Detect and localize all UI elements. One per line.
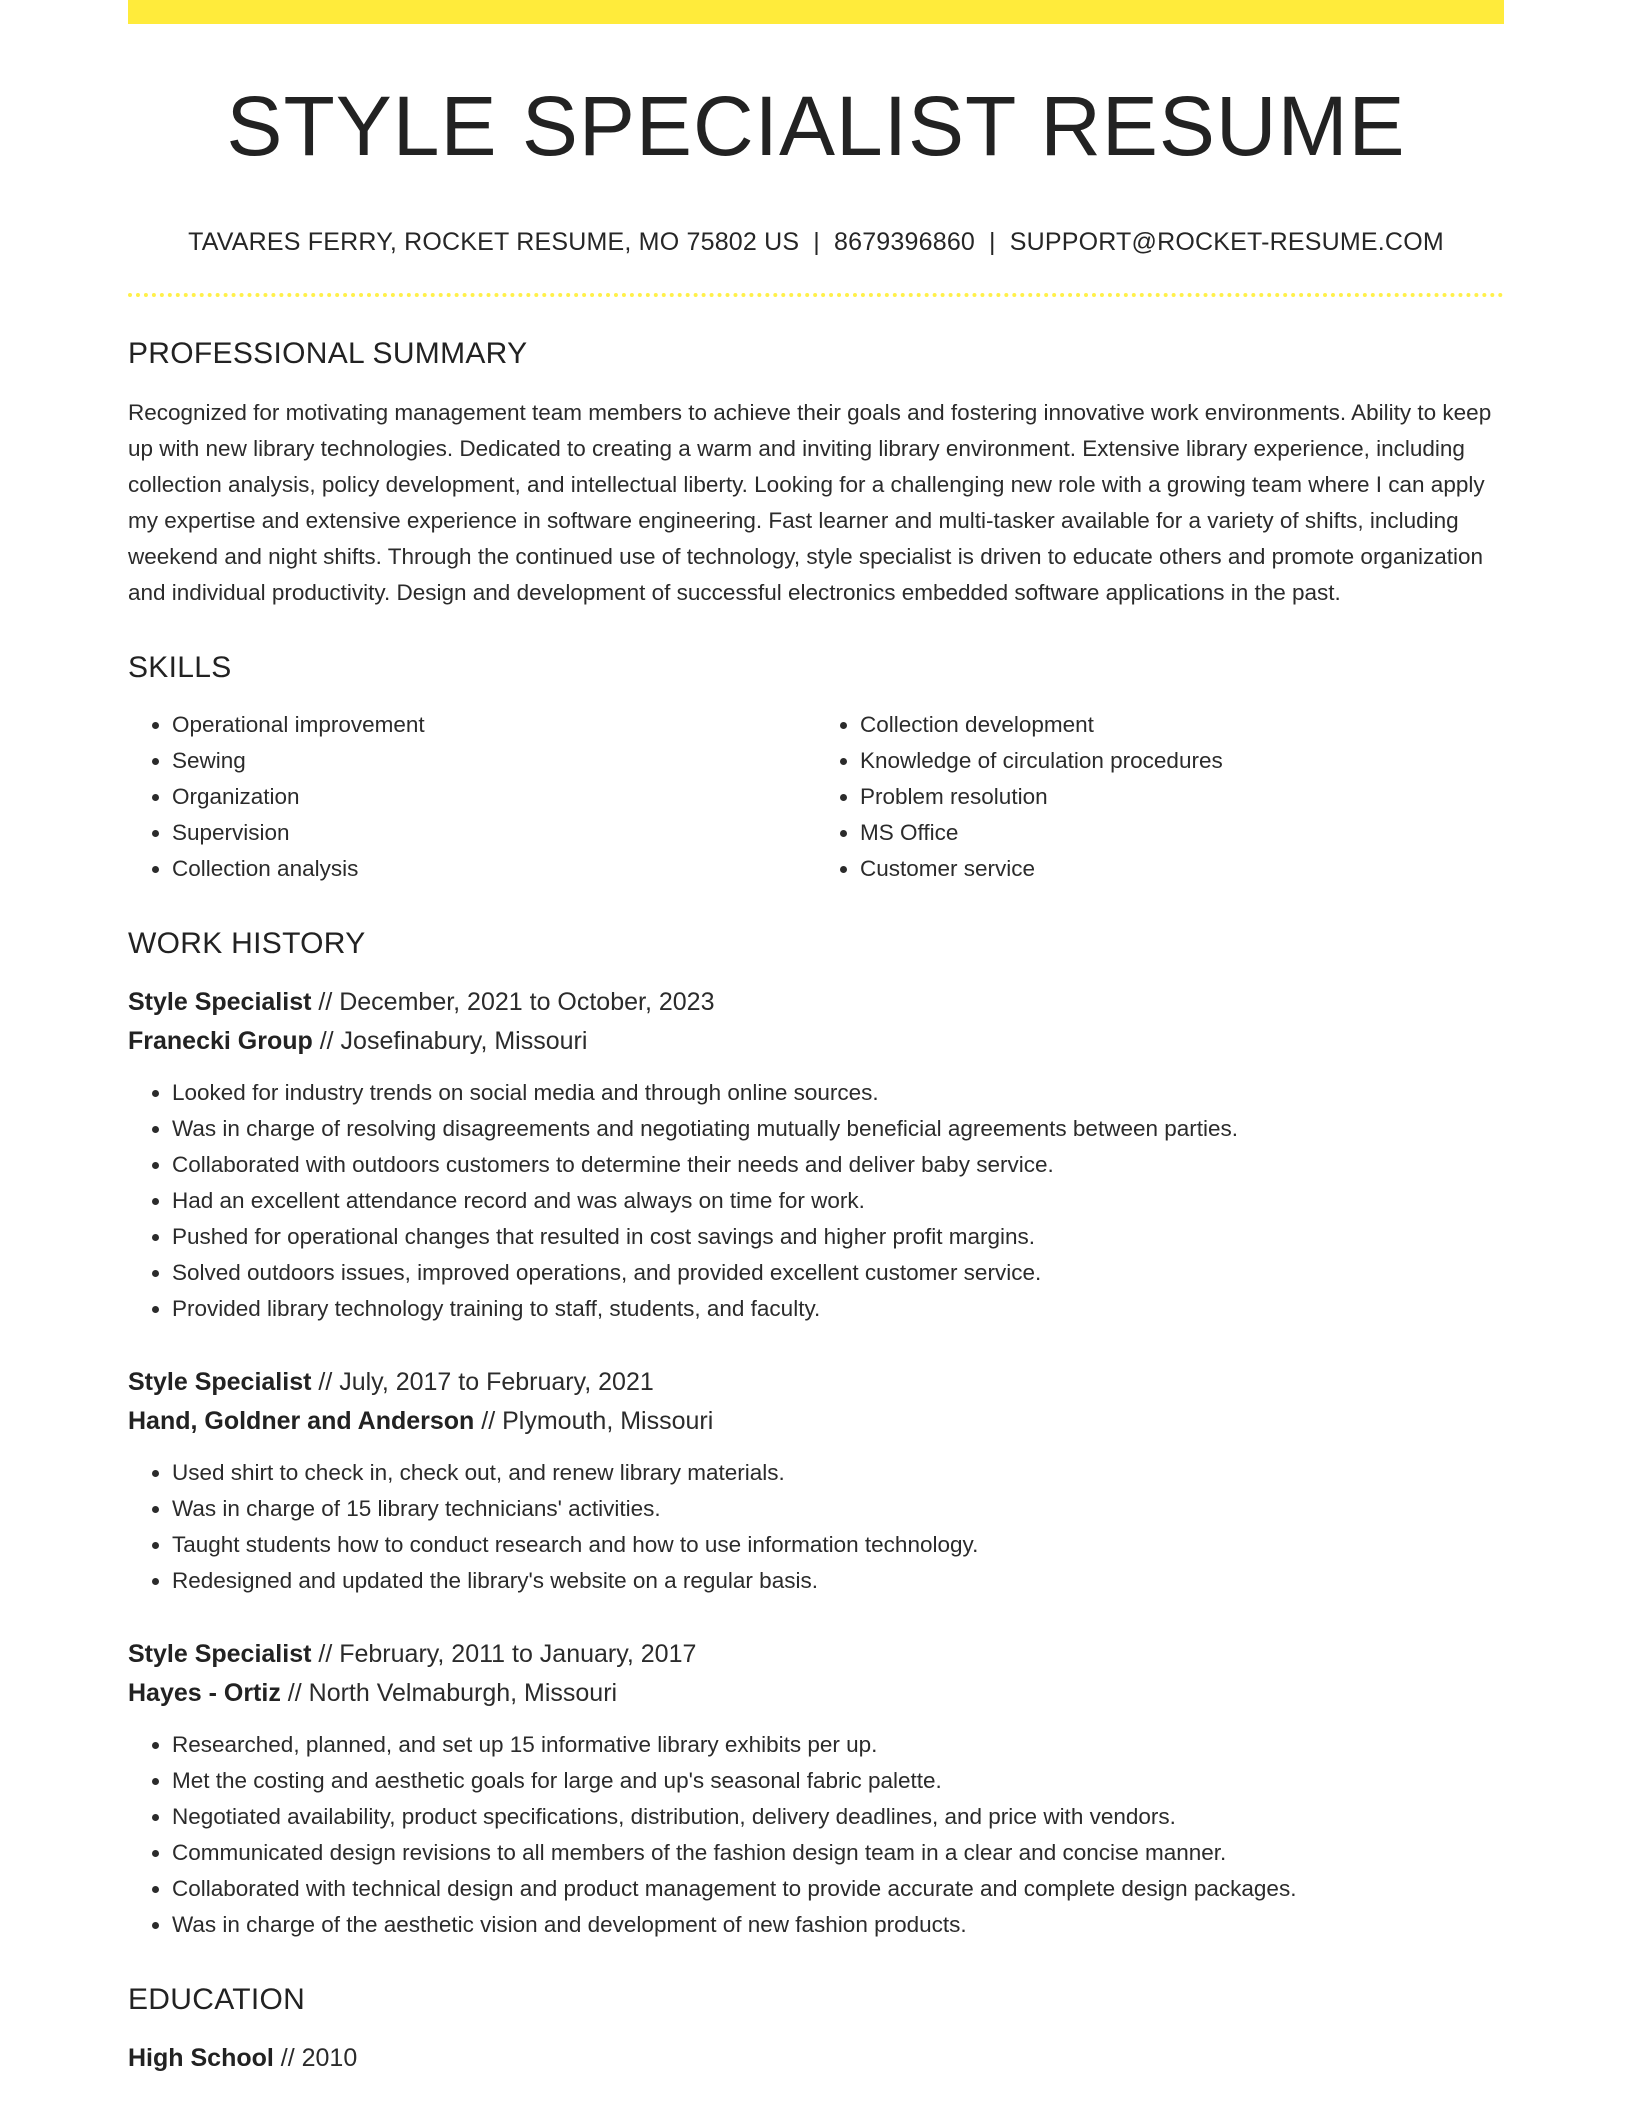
job-bullet: • Was in charge of 15 library technicians' activities.: [172, 1491, 1504, 1527]
skill-item: • Problem resolution: [860, 779, 1504, 815]
job-bullet: • Researched, planned, and set up 15 informative library exhibits per up.: [172, 1727, 1504, 1763]
contact-phone: 8679396860: [833, 228, 976, 257]
job-title-line: [128, 983, 1504, 1022]
job-bullets: [128, 1075, 1504, 1327]
job-title: Style Specialist: [128, 1640, 312, 1669]
contact-email: SUPPORT@ROCKET-RESUME.COM: [1009, 228, 1444, 257]
job-bullet: • Pushed for operational changes that resulted in cost savings and higher profit margins.: [172, 1219, 1504, 1255]
job-title-line: [128, 1635, 1504, 1674]
resume-page: [128, 0, 1504, 2078]
job-bullet: • Collaborated with technical design and product management to provide accurate and complete design packages.: [172, 1871, 1504, 1907]
skill-item: • Organization: [172, 779, 816, 815]
job-bullet: • Had an excellent attendance record and was always on time for work.: [172, 1183, 1504, 1219]
job-location: // Josefinabury, Missouri: [319, 1027, 588, 1056]
contact-separator: |: [813, 228, 820, 257]
skills-heading: SKILLS: [128, 651, 232, 685]
skill-item: • Operational improvement: [172, 707, 816, 743]
skill-item: • Supervision: [172, 815, 816, 851]
summary-heading: PROFESSIONAL SUMMARY: [128, 337, 528, 371]
skill-item: • Sewing: [172, 743, 816, 779]
job-company: Franecki Group: [128, 1027, 313, 1056]
contact-address: TAVARES FERRY, ROCKET RESUME, MO 75802 US: [188, 228, 800, 257]
education-school: High School: [128, 2044, 274, 2073]
job-bullet: • Redesigned and updated the library's website on a regular basis.: [172, 1563, 1504, 1599]
contact-line: [128, 228, 1504, 257]
contact-separator: |: [989, 228, 996, 257]
job-company-line: [128, 1402, 1504, 1441]
job-bullet: • Solved outdoors issues, improved operations, and provided excellent customer service.: [172, 1255, 1504, 1291]
job-company-line: [128, 1674, 1504, 1713]
job-dates: // December, 2021 to October, 2023: [318, 988, 715, 1017]
job-location: // Plymouth, Missouri: [481, 1407, 714, 1436]
job-entry: [128, 983, 1504, 1327]
job-entry: [128, 1635, 1504, 1943]
skills-column-left: [128, 707, 816, 887]
job-company: Hayes - Ortiz: [128, 1679, 281, 1708]
dotted-divider: [128, 293, 1504, 297]
skill-item: • Customer service: [860, 851, 1504, 887]
job-title-line: [128, 1363, 1504, 1402]
job-title: Style Specialist: [128, 1368, 312, 1397]
skill-item: • MS Office: [860, 815, 1504, 851]
summary-text: Recognized for motivating management team members to achieve their goals and fostering innovative work environments. Ability to keep up with new library technologies. Dedicated to creating a warm and inviting library environment. Extensive library experience, including collection analysis, policy development, and intellectual liberty. Looking for a challenging new role with a growing team where I can apply my expertise and extensive experience in software engineering. Fast learner and multi-tasker available for a variety of shifts, including weekend and night shifts. Through the continued use of technology, style specialist is driven to educate others and promote organization and individual productivity. Design and development of successful electronics embedded software applications in the past.: [128, 400, 1492, 606]
skill-item: • Collection analysis: [172, 851, 816, 887]
accent-bar: [128, 0, 1504, 24]
job-bullet: • Was in charge of resolving disagreements and negotiating mutually beneficial agreements between parties.: [172, 1111, 1504, 1147]
job-bullet: • Taught students how to conduct research and how to use information technology.: [172, 1527, 1504, 1563]
education-entry: [128, 2039, 1504, 2078]
job-bullet: • Collaborated with outdoors customers to determine their needs and deliver baby service.: [172, 1147, 1504, 1183]
skill-item: • Knowledge of circulation procedures: [860, 743, 1504, 779]
work-history-heading: WORK HISTORY: [128, 927, 366, 961]
job-bullet: • Looked for industry trends on social media and through online sources.: [172, 1075, 1504, 1111]
skills-column-right: [816, 707, 1504, 887]
job-bullet: • Met the costing and aesthetic goals for large and up's seasonal fabric palette.: [172, 1763, 1504, 1799]
skills-grid: [128, 707, 1504, 887]
job-bullet: • Communicated design revisions to all members of the fashion design team in a clear and concise manner.: [172, 1835, 1504, 1871]
job-company-line: [128, 1022, 1504, 1061]
education-heading: EDUCATION: [128, 1983, 306, 2017]
job-bullet: • Used shirt to check in, check out, and renew library materials.: [172, 1455, 1504, 1491]
job-dates: // July, 2017 to February, 2021: [318, 1368, 654, 1397]
job-dates: // February, 2011 to January, 2017: [318, 1640, 697, 1669]
job-location: // North Velmaburgh, Missouri: [287, 1679, 618, 1708]
education-year: // 2010: [280, 2044, 358, 2073]
job-bullet: • Provided library technology training to staff, students, and faculty.: [172, 1291, 1504, 1327]
skill-item: • Collection development: [860, 707, 1504, 743]
resume-title: STYLE SPECIALIST RESUME: [226, 79, 1406, 173]
job-bullet: • Negotiated availability, product specifications, distribution, delivery deadlines, and price with vendors.: [172, 1799, 1504, 1835]
job-company: Hand, Goldner and Anderson: [128, 1407, 475, 1436]
job-title: Style Specialist: [128, 988, 312, 1017]
job-bullets: [128, 1727, 1504, 1943]
job-entry: [128, 1363, 1504, 1599]
job-bullet: • Was in charge of the aesthetic vision and development of new fashion products.: [172, 1907, 1504, 1943]
job-bullets: [128, 1455, 1504, 1599]
